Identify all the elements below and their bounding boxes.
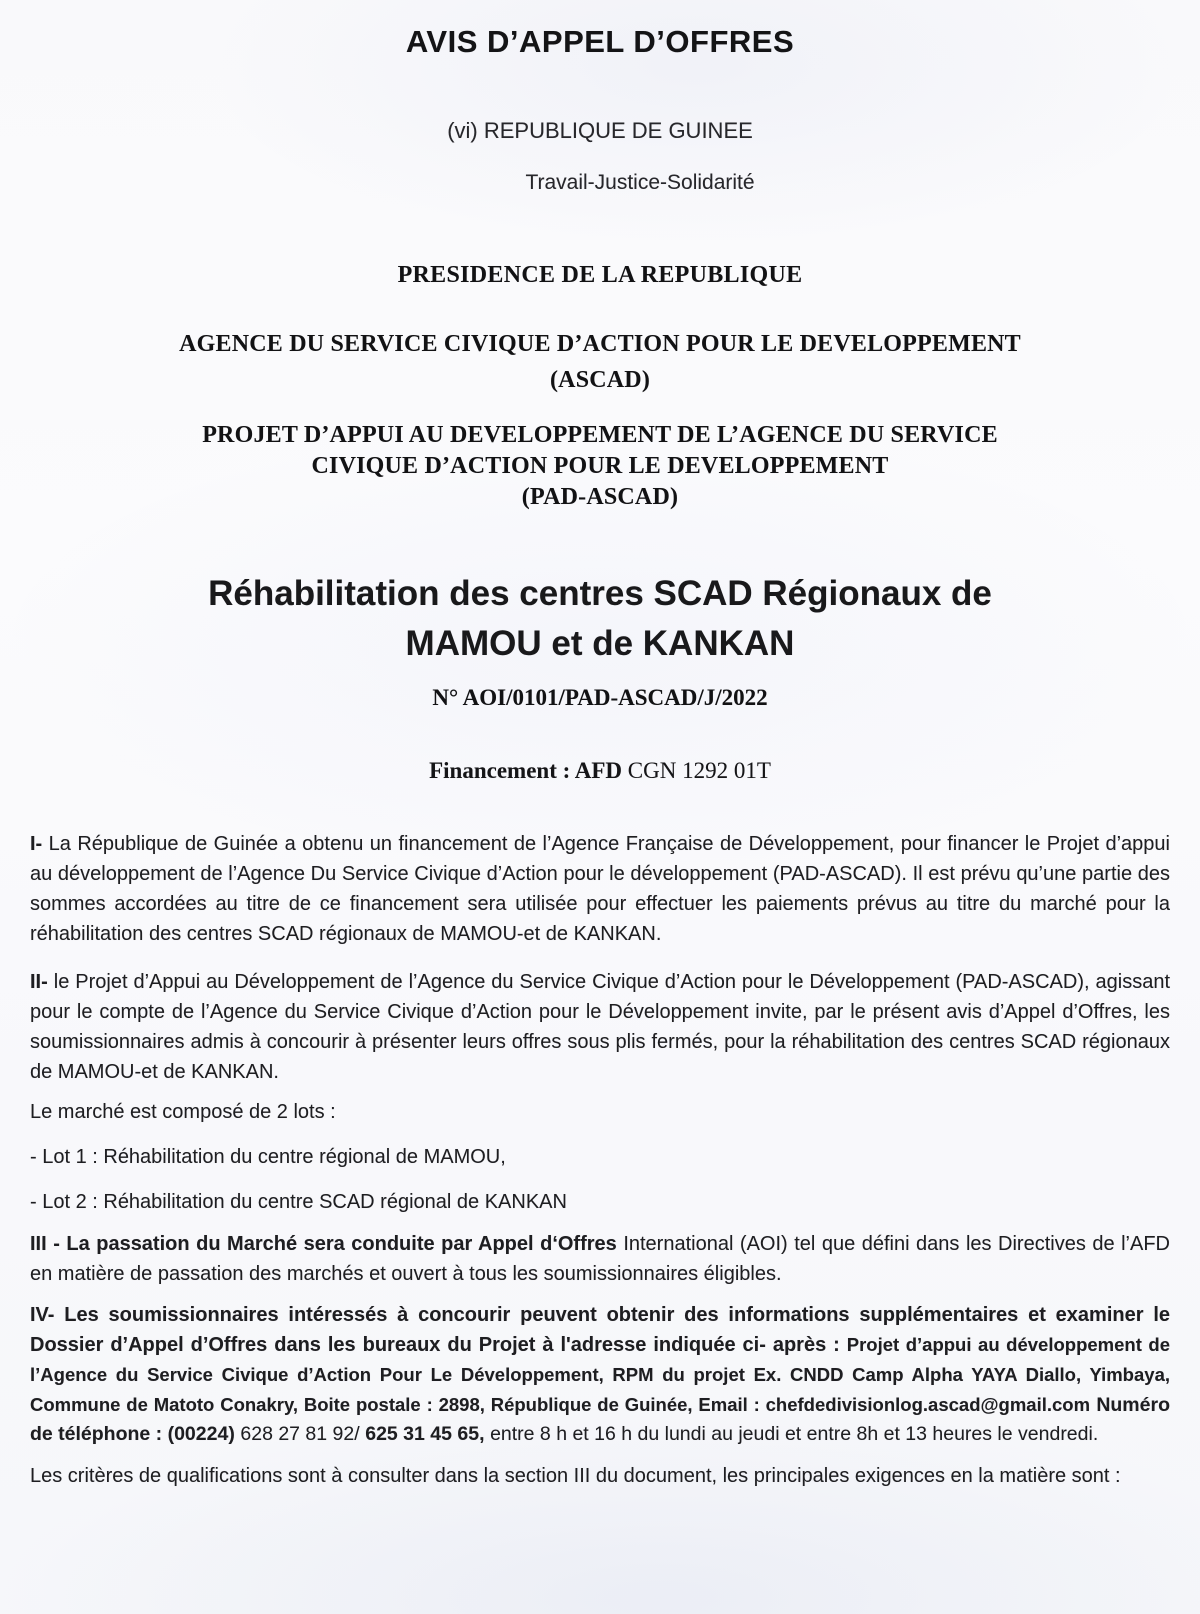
section-3-bold-text: III - La passation du Marché sera conduite par Appel d‘Offres [30, 1233, 617, 1255]
national-motto: Travail-Justice-Solidarité [525, 171, 755, 194]
subject-title [0, 569, 1200, 669]
subject-title-line1: Réhabilitation des centres SCAD Régionaux de [208, 574, 992, 613]
qualification-criteria-note: Les critères de qualifications sont à consulter dans la section III du document, les principales exigences en la matière sont : [30, 1465, 1121, 1487]
republic-line: (vi) REPUBLIQUE DE GUINEE [447, 118, 753, 143]
lot-1-item: - Lot 1 : Réhabilitation du centre régional de MAMOU, [30, 1146, 506, 1168]
agency-heading [0, 326, 1200, 398]
tender-reference-number: N° AOI/0101/PAD-ASCAD/J/2022 [432, 685, 768, 710]
lot-2-item: - Lot 2 : Réhabilitation du centre SCAD régional de KANKAN [30, 1191, 567, 1213]
project-acronym: (PAD-ASCAD) [521, 484, 679, 510]
phone-number-1: 628 27 81 92/ [240, 1423, 360, 1445]
section-1-text: La République de Guinée a obtenu un financement de l’Agence Française de Développement, pour financer le Projet d’appui au développement de l’Agence Du Service Civique d’Action pour le développement (PAD-ASCAD). Il est prévu qu’une partie des sommes accordées au titre de ce financement sera utilisée pour effectuer les paiements prévus au titre du marché pour la réhabilitation des centres SCAD régionaux de MAMOU-et de KANKAN. [30, 833, 1170, 945]
agency-name: AGENCE DU SERVICE CIVIQUE D’ACTION POUR LE DEVELOPPEMENT [179, 331, 1021, 357]
financing-code: CGN 1292 01T [627, 758, 771, 783]
section-4-address-text: Projet d’appui au développement de l’Agence du Service Civique d’Action Pour Le Développement, RPM du projet Ex. CNDD Camp Alpha YAYA Diallo, Yimbaya, Commune de Matoto Conakry, Boite postale : 2898, République de Guinée, Email : chefdedivisionlog.ascad@gmail.com [30, 1334, 1170, 1415]
section-3-rest-text: International (AOI) tel que défini dans les Directives de l’AFD en matière de passation des marchés et ouvert à tous les soumissionnaires éligibles. [30, 1233, 1170, 1285]
section-1-paragraph [30, 829, 1170, 949]
section-2-paragraph [30, 967, 1170, 1087]
office-hours-text: entre 8 h et 16 h du lundi au jeudi et entre 8h et 13 heures le vendredi. [490, 1423, 1099, 1445]
presidency-heading: PRESIDENCE DE LA REPUBLIQUE [397, 262, 803, 288]
financing-label: Financement : AFD [429, 758, 623, 783]
document-title: AVIS D’APPEL D’OFFRES [405, 24, 795, 59]
project-heading [0, 420, 1200, 513]
project-name-line2: CIVIQUE D’ACTION POUR LE DEVELOPPEMENT [311, 453, 889, 479]
agency-acronym: (ASCAD) [549, 367, 651, 393]
subject-title-line2: MAMOU et de KANKAN [405, 624, 795, 663]
section-3-paragraph [30, 1229, 1170, 1289]
section-4-paragraph [30, 1301, 1170, 1449]
project-name-line1: PROJET D’APPUI AU DEVELOPPEMENT DE L’AGENCE DU SERVICE [202, 422, 998, 448]
section-4-intro-text: IV- Les soumissionnaires intéressés à concourir peuvent obtenir des informations supplémentaires et examiner le Dossier d’Appel d’Offres dans les bureaux du Projet à l'adresse indiquée ci- après : [30, 1304, 1170, 1356]
phone-number-2: 625 31 45 65, [365, 1423, 485, 1445]
section-2-number: II- [30, 971, 48, 993]
section-2-text: le Projet d’Appui au Développement de l’Agence du Service Civique d’Action pour le Développement (PAD-ASCAD), agissant pour le compte de l’Agence du Service Civique d’Action pour le Développement invite, par le présent avis d’Appel d’Offres, les soumissionnaires admis à concourir à présenter leurs offres sous plis fermés, pour la réhabilitation des centres SCAD régionaux de MAMOU-et de KANKAN. [30, 971, 1170, 1083]
section-1-number: I- [30, 833, 43, 855]
phone-label: Numéro de téléphone : (00224) [30, 1394, 1170, 1445]
lots-intro: Le marché est composé de 2 lots : [30, 1101, 336, 1123]
financing-line [0, 756, 1200, 785]
